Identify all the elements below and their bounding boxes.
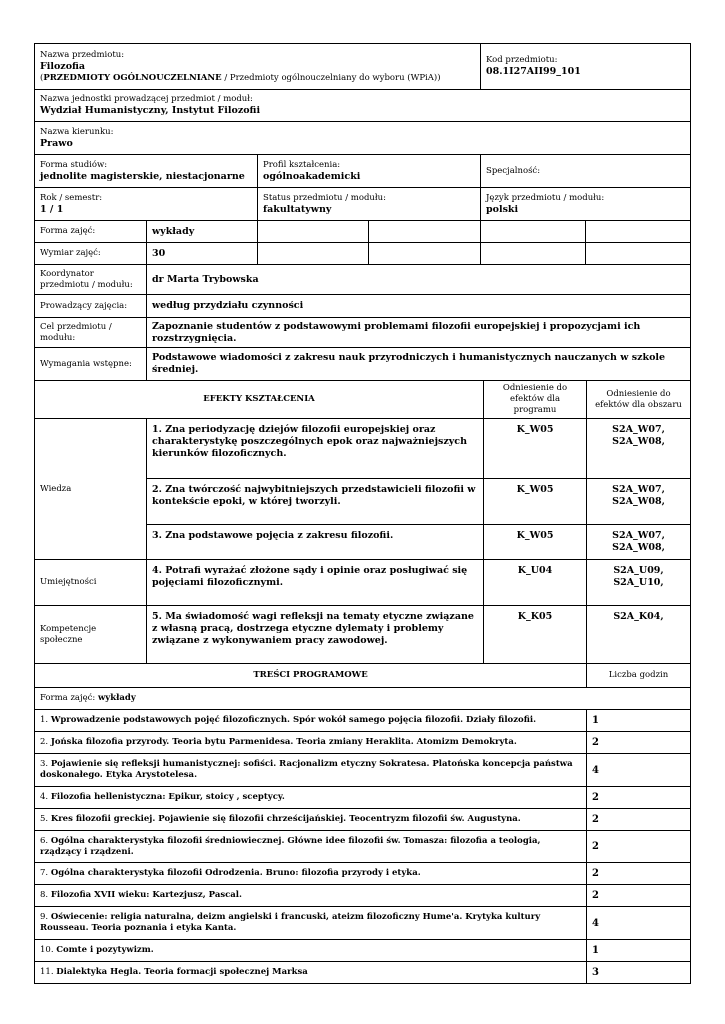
outcome-area-ref: S2A_W07, S2A_W08,: [587, 479, 691, 525]
outcomes-header: EFEKTY KSZTAŁCENIA: [35, 381, 484, 419]
program-form-label: Forma zajęć:: [40, 693, 98, 703]
study-form-value: jednolite magisterskie, niestacjonarne: [40, 170, 245, 182]
course-code-label: Kod przedmiotu:: [486, 55, 558, 65]
topic-row: 6. Ogólna charakterystyka filozofii średniowiecznej. Główne idee filozofii św. Tomasza: filozofia a teologia, rządzący i rządzeni.: [35, 831, 587, 863]
language-label: Język przedmiotu / modułu:: [486, 192, 605, 203]
topic-hours: 2: [587, 732, 691, 754]
header-table: [34, 43, 691, 221]
topic-text: Filozofia hellenistyczna: Epikur, stoicy , sceptycy.: [50, 792, 285, 802]
study-form-label: Forma studiów:: [40, 159, 108, 170]
unit-cell: [35, 90, 691, 122]
syllabus-page: [34, 43, 690, 984]
topic-hours: 2: [587, 787, 691, 809]
class-table: [34, 220, 691, 265]
status-value: fakultatywny: [263, 203, 332, 215]
outcome-area-ref: S2A_W07, S2A_W08,: [587, 525, 691, 560]
status-label: Status przedmiotu / modułu:: [263, 192, 386, 203]
outcome-program-ref: K_W05: [484, 479, 587, 525]
requirements-value: Podstawowe wiadomości z zakresu nauk przyrodniczych i humanistycznych nauczanych w szkole średniej.: [147, 348, 691, 381]
year-cell: [35, 188, 258, 221]
outcome-area-ref: S2A_K04,: [587, 606, 691, 664]
topic-text: Pojawienie się refleksji humanistycznej: sofiści. Racjonalizm etyczny Sokratesa. Platońska koncepcja państwa doskonałego. Etyka Arystotelesa.: [40, 759, 573, 780]
class-form-label: Forma zajęć:: [35, 221, 147, 243]
info-table: [34, 264, 691, 381]
course-code: 08.1I27AII99_101: [486, 66, 581, 77]
topic-row: 7. Ogólna charakterystyka filozofii Odrodzenia. Bruno: filozofia przyrody i etyka.: [35, 863, 587, 885]
empty-cell: [586, 243, 691, 265]
course-code-cell: [481, 44, 691, 90]
topic-hours: 3: [587, 962, 691, 984]
specialty-cell: [481, 155, 691, 188]
outcome-text: 4. Potrafi wyrażać złożone sądy i opinie oraz posługiwać się pojęciami filozoficznymi.: [147, 560, 484, 606]
coordinator-value: dr Marta Trybowska: [147, 265, 691, 295]
year-label: Rok / semestr:: [40, 192, 103, 203]
class-hours-value: 30: [147, 243, 258, 265]
topic-hours: 4: [587, 907, 691, 940]
outcome-text: 3. Zna podstawowe pojęcia z zakresu filozofii.: [147, 525, 484, 560]
topic-row: 2. Jońska filozofia przyrody. Teoria bytu Parmenidesa. Teoria zmiany Heraklita. Atomizm Demokryta.: [35, 732, 587, 754]
year-value: 1 / 1: [40, 203, 64, 215]
program-form-value: wykłady: [97, 693, 136, 703]
empty-cell: [258, 221, 369, 243]
class-form-value: wykłady: [147, 221, 258, 243]
topic-text: Dialektyka Hegla. Teoria formacji społecznej Marksa: [56, 967, 308, 977]
category-skills: Umiejętności: [35, 560, 147, 606]
outcome-area-ref: S2A_U09, S2A_U10,: [587, 560, 691, 606]
category-knowledge: Wiedza: [35, 419, 147, 560]
study-form-cell: [35, 155, 258, 188]
outcome-program-ref: K_W05: [484, 419, 587, 479]
topic-row: 9. Oświecenie: religia naturalna, deizm angielski i francuski, ateizm filozoficzny Hume'a. Krytyka kultury Rousseau. Teoria poznania i etyka Kanta.: [35, 907, 587, 940]
profile-value: ogólnoakademicki: [263, 170, 361, 182]
profile-cell: [258, 155, 481, 188]
topic-row: 8. Filozofia XVII wieku: Kartezjusz, Pascal.: [35, 885, 587, 907]
topic-text: Comte i pozytywizm.: [56, 945, 154, 955]
class-hours-label: Wymiar zajęć:: [35, 243, 147, 265]
status-cell: [258, 188, 481, 221]
teacher-value: według przydziału czynności: [147, 295, 691, 318]
empty-cell: [481, 221, 586, 243]
empty-cell: [369, 221, 481, 243]
program-ref-header: Odniesienie do efektów dla programu: [484, 381, 587, 419]
profile-label: Profil kształcenia:: [263, 159, 341, 170]
topic-row: 11. Dialektyka Hegla. Teoria formacji społecznej Marksa: [35, 962, 587, 984]
empty-cell: [258, 243, 369, 265]
topic-text: Filozofia XVII wieku: Kartezjusz, Pascal.: [50, 890, 242, 900]
outcome-area-ref: S2A_W07, S2A_W08,: [587, 419, 691, 479]
field-cell: [35, 122, 691, 155]
goal-value: Zapoznanie studentów z podstawowymi problemami filozofii europejskiej i propozycjami ich rozstrzygnięcia.: [147, 318, 691, 348]
outcome-program-ref: K_U04: [484, 560, 587, 606]
language-cell: [481, 188, 691, 221]
topic-text: Jońska filozofia przyrody. Teoria bytu Parmenidesa. Teoria zmiany Heraklita. Atomizm Demokryta.: [50, 737, 517, 747]
topic-row: 4. Filozofia hellenistyczna: Epikur, stoicy , sceptycy.: [35, 787, 587, 809]
course-group-bold: PRZEDMIOTY OGÓLNOUCZELNIANE: [43, 72, 222, 83]
topic-row: 5. Kres filozofii greckiej. Pojawienie się filozofii chrześcijańskiej. Teocentryzm filozofii św. Augustyna.: [35, 809, 587, 831]
unit-value: Wydział Humanistyczny, Instytut Filozofii: [40, 105, 261, 116]
unit-label: Nazwa jednostki prowadzącej przedmiot / moduł:: [40, 94, 253, 104]
course-group-rest: / Przedmioty ogólnouczelniany do wyboru (WPiA)): [221, 72, 441, 83]
topic-hours: 1: [587, 940, 691, 962]
topic-hours: 2: [587, 809, 691, 831]
topic-text: Wprowadzenie podstawowych pojęć filozoficznych. Spór wokół samego pojęcia filozofii. Działy filozofii.: [50, 715, 537, 725]
topic-row: 3. Pojawienie się refleksji humanistycznej: sofiści. Racjonalizm etyczny Sokratesa. Platońska koncepcja państwa doskonałego. Etyka Arystotelesa.: [35, 754, 587, 787]
topic-text: Kres filozofii greckiej. Pojawienie się filozofii chrześcijańskiej. Teocentryzm filozofii św. Augustyna.: [50, 814, 521, 824]
topic-row: 10. Comte i pozytywizm.: [35, 940, 587, 962]
requirements-label: Wymagania wstępne:: [35, 348, 147, 381]
topic-row: 1. Wprowadzenie podstawowych pojęć filozoficznych. Spór wokół samego pojęcia filozofii. Działy filozofii.: [35, 710, 587, 732]
program-table: [34, 687, 691, 984]
topic-hours: 2: [587, 863, 691, 885]
field-value: Prawo: [40, 137, 73, 149]
outcomes-table: [34, 380, 691, 688]
hours-header: Liczba godzin: [587, 664, 691, 688]
outcome-text: 1. Zna periodyzację dziejów filozofii europejskiej oraz charakterystykę poszczególnych epok oraz najważniejszych kierunków filozoficznych.: [147, 419, 484, 479]
course-group: (PRZEDMIOTY OGÓLNOUCZELNIANE / Przedmioty ogólnouczelniany do wyboru (WPiA)): [40, 72, 441, 83]
outcome-program-ref: K_K05: [484, 606, 587, 664]
program-form: [35, 688, 691, 710]
course-name-cell: [35, 44, 481, 90]
topic-hours: 2: [587, 885, 691, 907]
category-social: Kompetencje społeczne: [35, 606, 147, 664]
outcome-text: 5. Ma świadomość wagi refleksji na tematy etyczne związane z własną pracą, dostrzega etyczne dylematy i problemy związane z wykonywaniem pracy zawodowej.: [147, 606, 484, 664]
area-ref-header: Odniesienie do efektów dla obszaru: [587, 381, 691, 419]
topic-text: Ogólna charakterystyka filozofii Odrodzenia. Bruno: filozofia przyrody i etyka.: [50, 868, 421, 878]
topic-text: Oświecenie: religia naturalna, deizm angielski i francuski, ateizm filozoficzny Hume'a. Krytyka kultury Rousseau. Teoria poznania i etyka Kanta.: [40, 912, 541, 933]
teacher-label: Prowadzący zajęcia:: [35, 295, 147, 318]
topic-hours: 1: [587, 710, 691, 732]
course-name-label: Nazwa przedmiotu:: [40, 49, 125, 60]
language-value: polski: [486, 203, 519, 215]
program-header: TREŚCI PROGRAMOWE: [35, 664, 587, 688]
topic-text: Ogólna charakterystyka filozofii średniowiecznej. Główne idee filozofii św. Tomasza: filozofia a teologia, rządzący i rządzeni.: [40, 835, 541, 857]
specialty-label: Specjalność:: [486, 165, 541, 176]
coordinator-label: Koordynator przedmiotu / modułu:: [35, 265, 147, 295]
outcome-text: 2. Zna twórczość najwybitniejszych przedstawicieli filozofii w kontekście epoki, w której tworzyli.: [147, 479, 484, 525]
goal-label: Cel przedmiotu / modułu:: [35, 318, 147, 348]
topic-hours: 4: [587, 754, 691, 787]
field-label: Nazwa kierunku:: [40, 126, 114, 137]
empty-cell: [586, 221, 691, 243]
topic-hours: 2: [587, 831, 691, 863]
course-name: Filozofia: [40, 60, 86, 72]
outcome-program-ref: K_W05: [484, 525, 587, 560]
empty-cell: [481, 243, 586, 265]
empty-cell: [369, 243, 481, 265]
